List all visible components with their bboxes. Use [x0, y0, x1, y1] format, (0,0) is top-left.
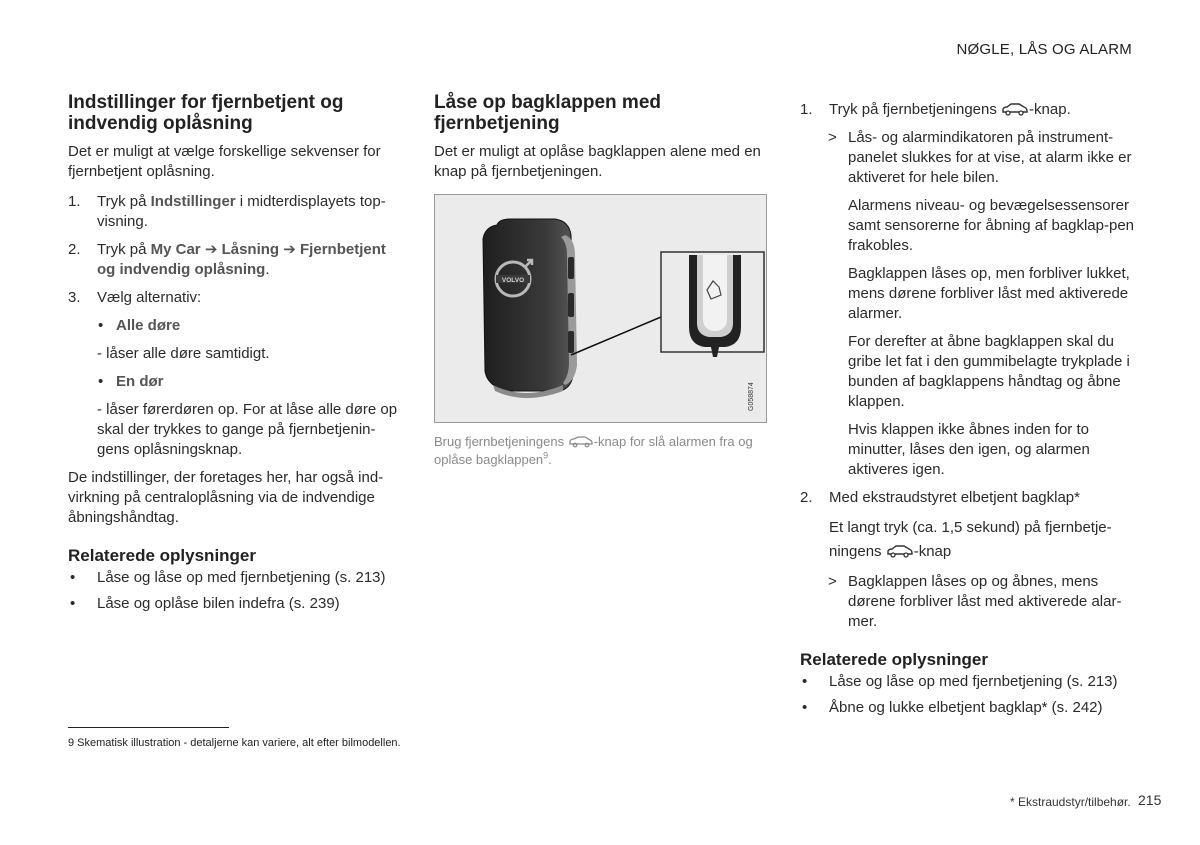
page-number: 215	[1138, 792, 1162, 808]
menu-path-my-car: My Car	[150, 241, 201, 258]
menu-path-remote-unlock: Fjernbetjent og indvendig oplåsning	[97, 241, 386, 278]
arrow-right-icon: ➔	[204, 241, 218, 258]
section-title: NØGLE, LÅS OG ALARM	[956, 41, 1132, 58]
step-3: 3. Vælg alternativ:	[68, 289, 202, 306]
related-link[interactable]: • Låse og oplåse bilen indefra (s. 239)	[70, 595, 340, 612]
figure-caption: Brug fjernbetjeningens -knap for slå alarmen fra og oplåse bagklappen$^9$.	[434, 434, 753, 467]
related-link[interactable]: • Låse og låse op med fjernbetjening (s. 213)	[802, 673, 1118, 690]
option-all-doors: • Alle døre	[98, 317, 181, 334]
result-paragraph: Hvis klappen ikke åbnes inden for to minutter, låses den igen, og alarmen aktiveres igen.	[848, 421, 1090, 478]
outro-text: De indstillinger, der foretages her, har også ind-virkning på centraloplåsning via de indvendige åbningshåndtag.	[68, 469, 384, 526]
related-link[interactable]: • Låse og låse op med fjernbetjening (s. 213)	[70, 569, 386, 586]
result-paragraph: Bagklappen låses op, men forbliver lukket, mens dørene forbliver låst med aktiverede alarmer.	[848, 265, 1130, 322]
tailgate-button-closeup	[689, 255, 741, 357]
option-one-door-desc: - låser førerdøren op. For at låse alle døre op skal der trykkes to gange på fjernbetjenin-gens oplåsningsknap.	[97, 401, 398, 458]
step-1-result: > Lås- og alarmindikatoren på instrument-panelet slukkes for at vise, at alarm ikke er aktiveret for hele bilen.	[828, 129, 1132, 186]
remote-key-illustration	[434, 194, 767, 423]
tailgate-step-2: 2. Med ekstraudstyret elbetjent bagklap*	[800, 489, 1080, 506]
figure-code: G058874	[748, 382, 755, 411]
related-link[interactable]: • Åbne og lukke elbetjent bagklap* (s. 242)	[802, 699, 1103, 716]
car-tailgate-icon	[568, 435, 594, 448]
option-all-doors-desc: - låser alle døre samtidigt.	[97, 345, 270, 362]
car-tailgate-icon	[1001, 102, 1029, 116]
tailgate-step-1: 1. Tryk på fjernbetjeningens -knap.	[800, 101, 1071, 118]
arrow-right-icon: ➔	[283, 241, 296, 258]
side-button	[568, 331, 574, 353]
svg-text:VOLVO: VOLVO	[501, 277, 525, 284]
related-heading: Relaterede oplysninger	[800, 650, 989, 669]
step-1: 1. Tryk på Indstillinger i midterdisplayets top-visning.	[68, 193, 386, 230]
step-2-detail: Et langt tryk (ca. 1,5 sekund) på fjernbetje-ningens -knap	[829, 519, 1112, 560]
menu-name-settings: Indstillinger	[150, 193, 236, 210]
option-one-door: • En dør	[98, 373, 164, 390]
step-2-result: > Bagklappen låses op og åbnes, mens dørene forbliver låst med aktiverede alar-mer.	[828, 573, 1122, 630]
intro-text: Det er muligt at vælge forskellige sekvenser for fjernbetjent oplåsning.	[68, 143, 381, 180]
step-2: 2. Tryk på My Car ➔ Låsning ➔ Fjernbetjent og indvendig oplåsning.	[68, 241, 386, 278]
car-tailgate-icon	[886, 544, 914, 558]
column-tailgate	[434, 92, 769, 192]
heading-tailgate: Låse op bagklappen med fjernbetjening	[434, 92, 661, 134]
column-instructions	[800, 92, 1135, 724]
remote-key-drawing	[435, 195, 766, 422]
tailgate-intro: Det er muligt at oplåse bagklappen alene med en knap på fjernbetjeningen.	[434, 143, 761, 180]
side-button	[568, 293, 574, 317]
footnote-divider	[68, 727, 229, 728]
column-settings	[68, 92, 398, 620]
footer-note: * Ekstraudstyr/tilbehør.	[1010, 795, 1131, 809]
footnote: 9 Skematisk illustration - detaljerne kan variere, alt efter bilmodellen.	[68, 737, 401, 749]
side-button	[568, 257, 574, 279]
related-heading: Relaterede oplysninger	[68, 546, 257, 565]
heading-settings: Indstillinger for fjernbetjent og indvendig oplåsning	[68, 92, 344, 134]
result-paragraph: Alarmens niveau- og bevægelsessensorer samt sensorerne for åbning af bagklap-pen frakobles.	[848, 197, 1135, 254]
menu-path-locking: Låsning	[221, 241, 280, 258]
result-paragraph: For derefter at åbne bagklappen skal du gribe let fat i den gummibelagte trykplade i bunden af bagklappens håndtag og åbne klappen.	[848, 333, 1130, 410]
